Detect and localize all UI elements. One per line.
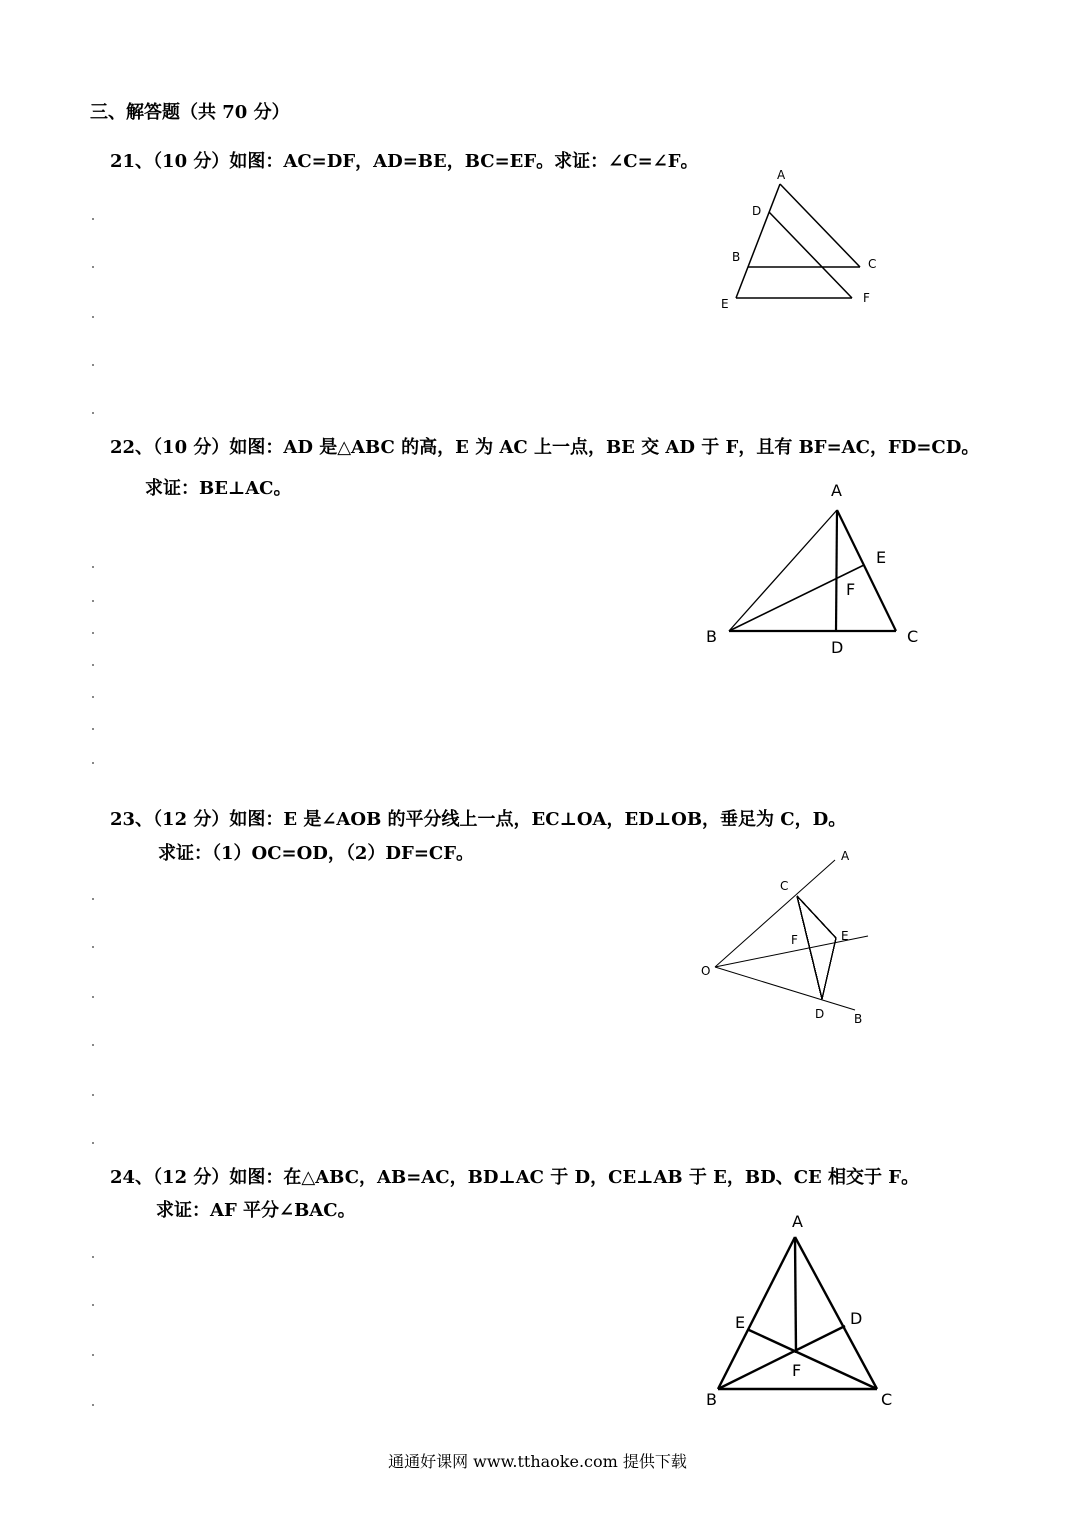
label-d: D [831,638,844,657]
label-c: C [868,257,877,271]
margin-dot [92,1044,94,1046]
label-e: E [876,548,887,567]
problem-23-figure [695,840,885,1040]
margin-dot [92,632,94,634]
label-c: C [881,1390,893,1409]
segment-bd [718,1326,845,1389]
label-f: F [792,1361,802,1380]
segment-df [822,938,836,999]
margin-dot [92,218,94,220]
margin-dot [92,1404,94,1406]
label-a: A [831,481,842,500]
problem-23-prove: 求证：（1）OC=OD，（2）DF=CF。 [158,843,475,864]
segment-ce [749,1330,877,1389]
segment-ab [718,1237,795,1389]
ray-oa [715,860,835,967]
ray-ob [715,967,855,1010]
segment-af [795,1237,796,1353]
segment-ae [736,184,780,298]
margin-dot [92,412,94,414]
margin-dot [92,696,94,698]
problem-22-statement: 22、（10 分）如图：AD 是△ABC 的高，E 为 AC 上一点，BE 交 AD 于 F，且有 BF=AC，FD=CD。 [110,437,980,458]
label-f: F [846,580,856,599]
segment-df [769,212,852,298]
segment-be [729,565,864,631]
label-a: A [777,168,786,182]
margin-dot [92,316,94,318]
problem-21-statement: 21、（10 分）如图：AC=DF，AD=BE，BC=EF。求证：∠C=∠F。 [110,151,699,172]
label-a: A [792,1212,803,1231]
label-d: D [850,1309,863,1328]
margin-dot [92,996,94,998]
label-f: F [791,933,798,947]
label-f: F [863,291,870,305]
label-b: B [706,1390,717,1409]
label-b: B [706,627,717,646]
segment-ab [729,510,837,631]
margin-dot [92,762,94,764]
segment-c-e-d [797,896,836,938]
margin-dot [92,1304,94,1306]
margin-dot [92,566,94,568]
margin-dot [92,1142,94,1144]
segment-ac [780,184,860,267]
problem-23-statement: 23、（12 分）如图：E 是∠AOB 的平分线上一点，EC⊥OA，ED⊥OB，垂足为 C，D。 [110,809,847,830]
margin-dot [92,364,94,366]
problem-24-figure [700,1205,905,1410]
margin-dot [92,266,94,268]
label-e: E [721,297,729,311]
segment-ac [795,1237,877,1389]
label-d: D [752,204,762,218]
label-b: B [732,250,741,264]
label-e: E [735,1313,746,1332]
margin-dot [92,1354,94,1356]
label-b: B [854,1012,863,1026]
segment-ac [837,510,896,631]
segment-ad [836,510,837,631]
label-d: D [815,1007,825,1021]
segment-dc-last2 [797,896,822,999]
label-e: E [841,929,849,943]
margin-dot [92,728,94,730]
margin-dot [92,1256,94,1258]
margin-dot [92,664,94,666]
label-c: C [907,627,919,646]
section-title: 三、解答题（共 70 分） [90,102,290,123]
label-c: C [780,879,789,893]
label-o: O [701,964,711,978]
problem-24-statement: 24、（12 分）如图：在△ABC，AB=AC，BD⊥AC 于 D，CE⊥AB 于 E，BD、CE 相交于 F。 [110,1167,920,1188]
margin-dot [92,1094,94,1096]
problem-22-prove: 求证：BE⊥AC。 [145,478,292,499]
margin-dot [92,600,94,602]
footer-text: 通通好课网 www.tthaoke.com 提供下载 [388,1452,687,1471]
problem-21-figure [700,160,900,320]
problem-24-prove: 求证：AF 平分∠BAC。 [156,1200,356,1221]
margin-dot [92,946,94,948]
margin-dot [92,898,94,900]
label-a: A [841,849,850,863]
problem-22-figure [700,480,930,660]
